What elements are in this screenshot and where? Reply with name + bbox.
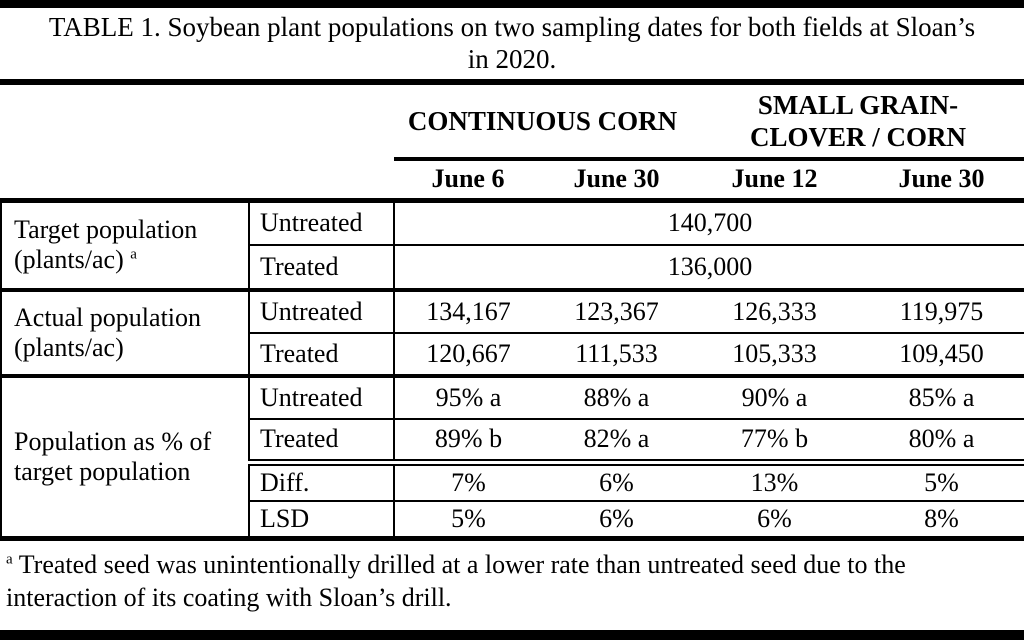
cell-lsd-2: 6% [542, 501, 691, 539]
row-target-untreated [1, 200, 1024, 245]
row-label-actual-population: Actual population (plants/ac) [1, 290, 249, 376]
cell-pct-untreated-4: 85% a [858, 376, 1024, 419]
row-label-population-pct: Population as % of target population [1, 376, 249, 538]
footnote [0, 541, 1024, 631]
cell-diff-4: 5% [858, 462, 1024, 501]
cell-pct-untreated-1: 95% a [394, 376, 542, 419]
cell-target-untreated-value: 140,700 [667, 208, 753, 238]
cell-actual-treated-3: 105,333 [691, 333, 858, 376]
cell-actual-treated-2: 111,533 [542, 333, 691, 376]
footnote-marker-a: a [130, 246, 137, 263]
cell-pct-treated-2: 82% a [542, 419, 691, 462]
table-title [0, 0, 1024, 85]
cell-actual-untreated-4: 119,975 [858, 290, 1024, 333]
cell-actual-untreated-2: 123,367 [542, 290, 691, 333]
cell-diff-3: 13% [691, 462, 858, 501]
date-header-cc-june6: June 6 [394, 159, 542, 200]
sub-label-pct-untreated: Untreated [249, 376, 394, 419]
date-header-spacer [1, 159, 394, 200]
column-group-small-grain-label-line1: SMALL GRAIN- [757, 90, 959, 120]
sub-label-target-untreated: Untreated [249, 200, 394, 245]
sub-label-diff: Diff. [249, 462, 394, 501]
date-header-row [1, 159, 1024, 200]
row-actual-untreated [1, 290, 1024, 333]
sub-label-lsd: LSD [249, 501, 394, 539]
cell-actual-treated-4: 109,450 [858, 333, 1024, 376]
cell-actual-untreated-1: 134,167 [394, 290, 542, 333]
date-header-cc-june30: June 30 [542, 159, 691, 200]
column-group-continuous-corn [394, 85, 691, 159]
cell-pct-treated-3: 77% b [691, 419, 858, 462]
table-title-line1: TABLE 1. Soybean plant populations on two sampling dates for both fields at Sloan’s [48, 12, 976, 42]
cell-lsd-3: 6% [691, 501, 858, 539]
sub-label-target-treated: Treated [249, 245, 394, 290]
cell-pct-untreated-3: 90% a [691, 376, 858, 419]
row-label-target-population [1, 200, 249, 290]
row-pct-untreated [1, 376, 1024, 419]
column-group-small-grain-label-line2: CLOVER / CORN [750, 122, 967, 152]
column-group-continuous-corn-label: CONTINUOUS CORN [407, 106, 678, 136]
cell-actual-untreated-3: 126,333 [691, 290, 858, 333]
cell-diff-1: 7% [394, 462, 542, 501]
cell-pct-treated-4: 80% a [858, 419, 1024, 462]
row-label-target-population-text: Target population (plants/ac) [14, 215, 198, 275]
cell-pct-untreated-2: 88% a [542, 376, 691, 419]
sub-label-pct-treated: Treated [249, 419, 394, 462]
cell-actual-treated-1: 120,667 [394, 333, 542, 376]
column-group-small-grain-clover-corn [691, 85, 1024, 159]
cell-lsd-4: 8% [858, 501, 1024, 539]
cell-pct-treated-1: 89% b [394, 419, 542, 462]
column-group-header-row [1, 85, 1024, 159]
data-table [0, 85, 1024, 541]
bottom-border-bar [0, 630, 1024, 640]
header-spacer [1, 85, 394, 159]
cell-lsd-1: 5% [394, 501, 542, 539]
date-header-sg-june30: June 30 [858, 159, 1024, 200]
date-header-sg-june12: June 12 [691, 159, 858, 200]
footnote-sup-a: a [6, 550, 13, 567]
cell-target-treated-value: 136,000 [394, 245, 1024, 290]
sub-label-actual-untreated: Untreated [249, 290, 394, 333]
cell-diff-2: 6% [542, 462, 691, 501]
footnote-text: Treated seed was unintentionally drilled at a lower rate than untreated seed due to the interaction of its coating with Sloan’s drill. [6, 549, 906, 612]
sub-label-actual-treated: Treated [249, 333, 394, 376]
table-title-line2: in 2020. [467, 44, 557, 74]
